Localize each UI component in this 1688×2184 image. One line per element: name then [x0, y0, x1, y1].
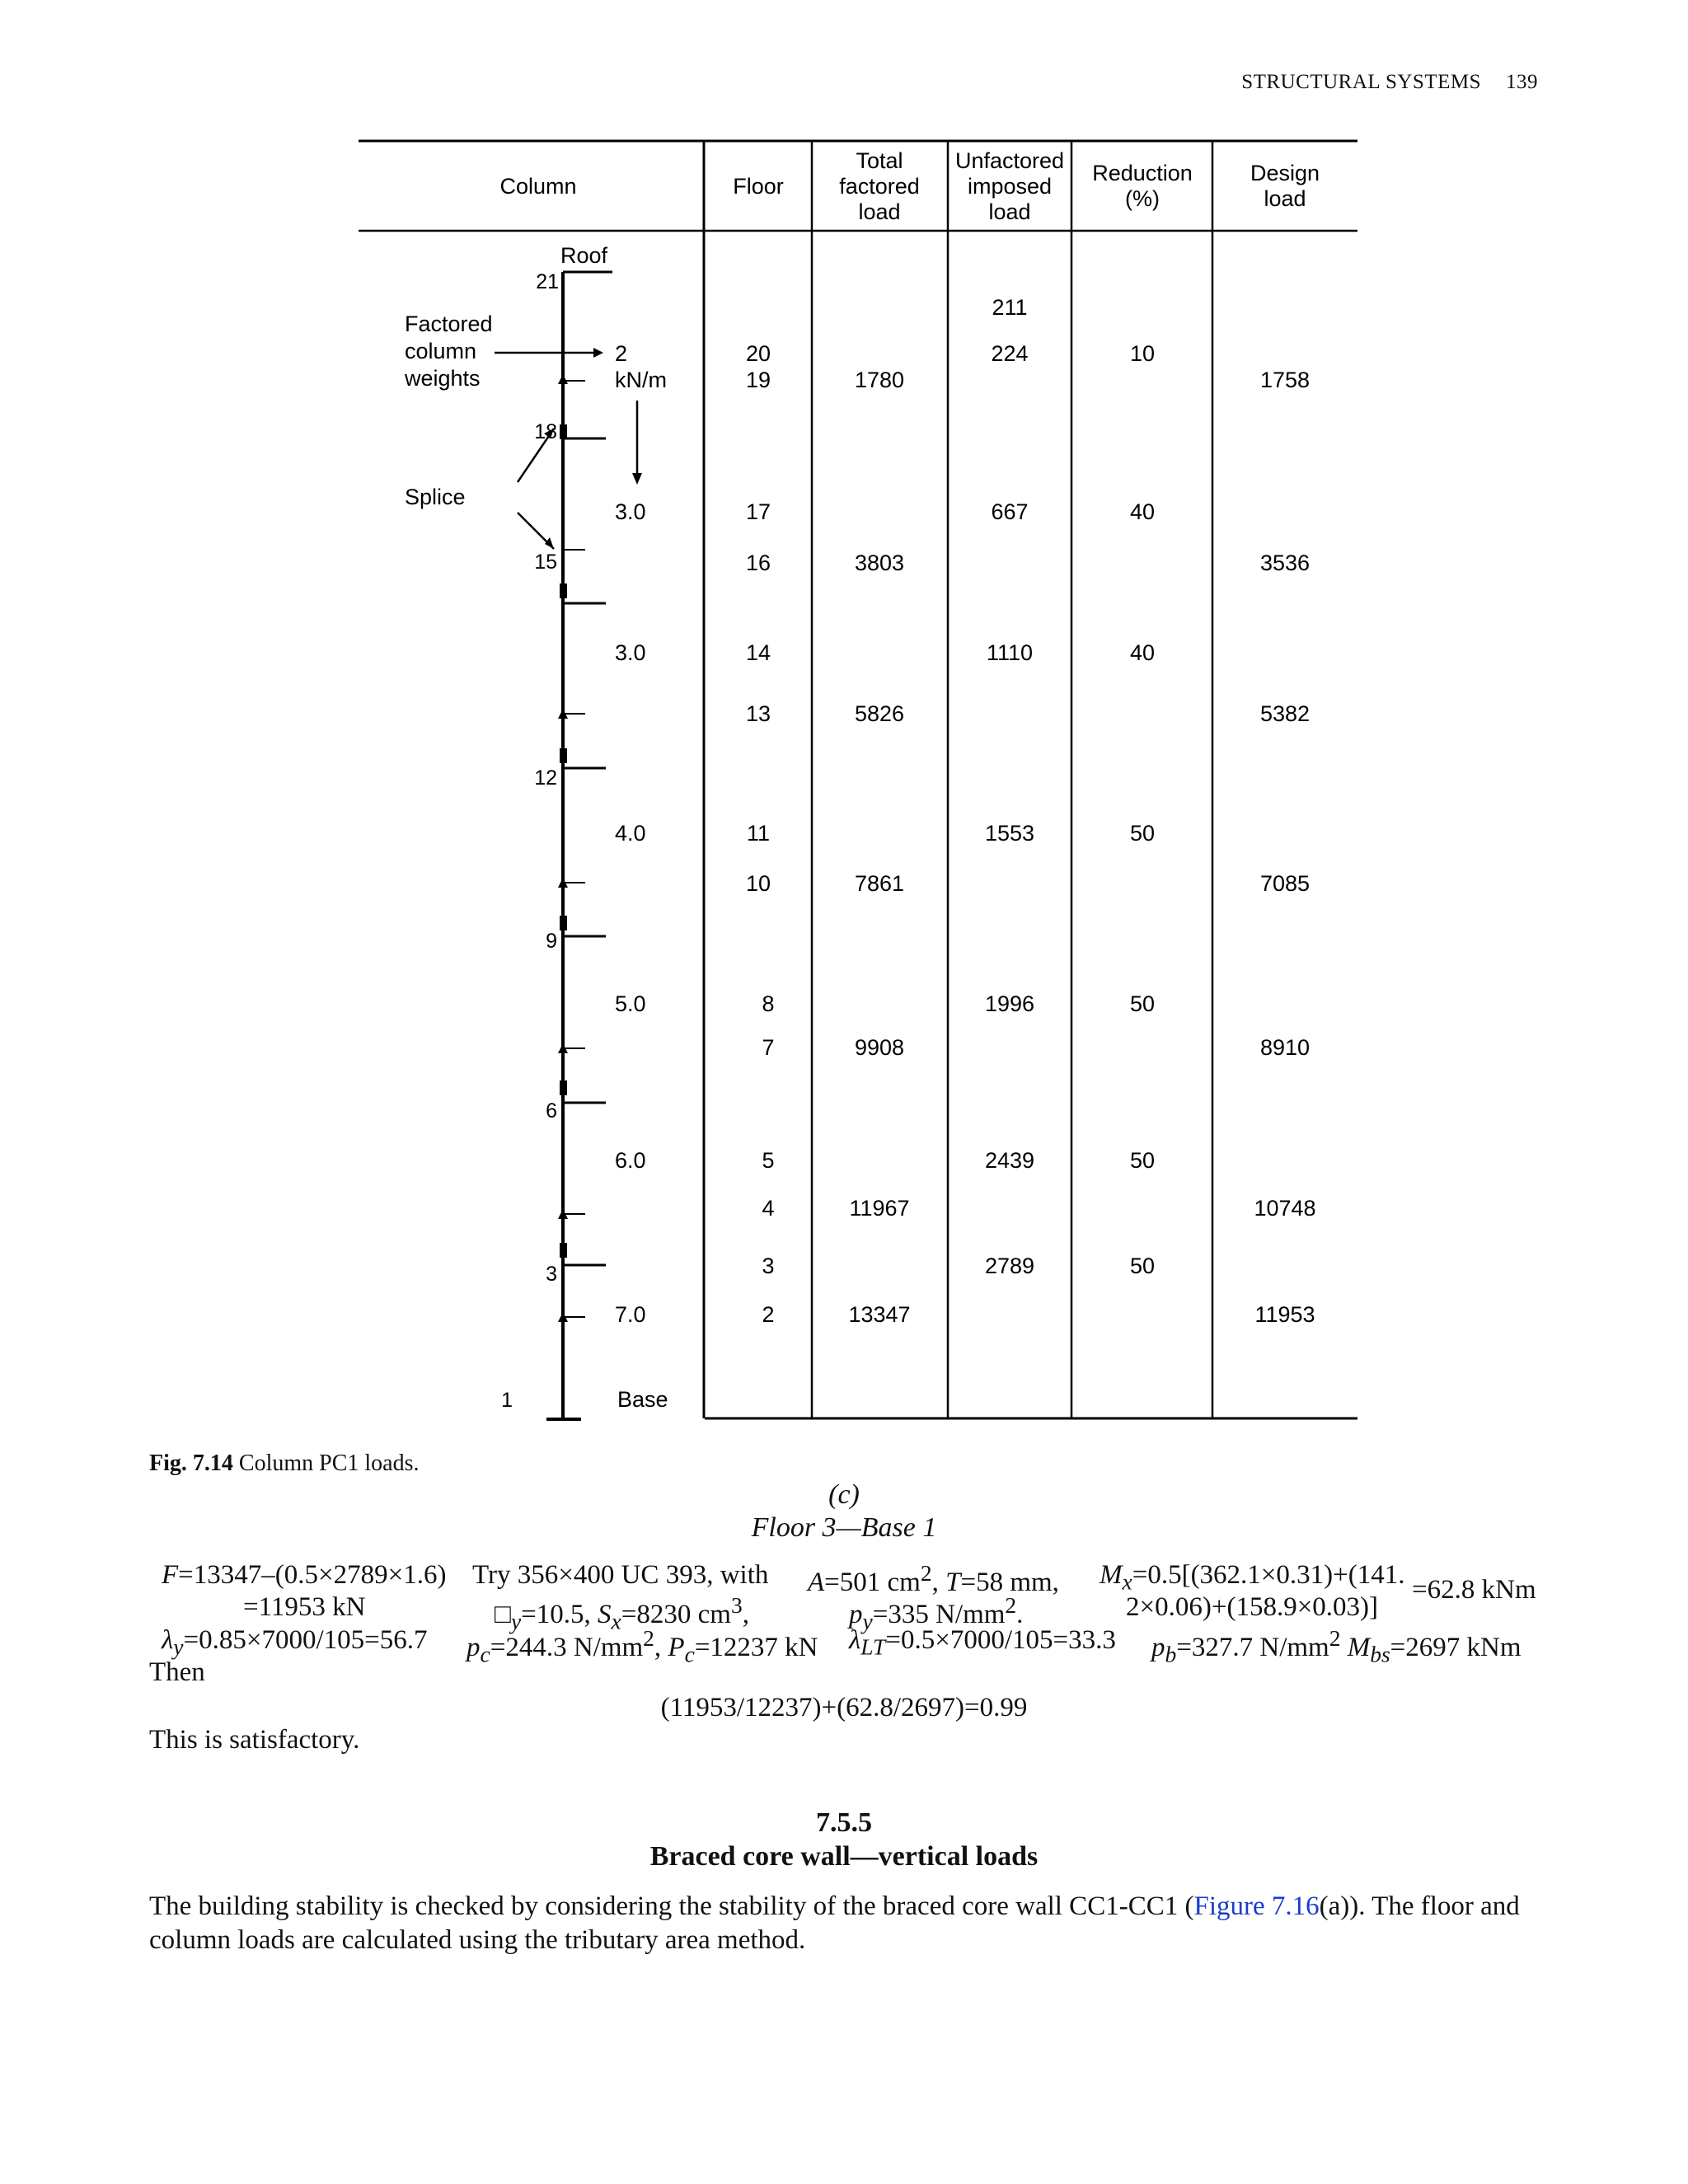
table-row	[762, 1196, 1315, 1221]
arrow-unit: kN/m	[615, 368, 667, 392]
header-reduction-1: Reduction	[1092, 161, 1193, 185]
base-label: Base	[617, 1387, 668, 1412]
table-row	[762, 1254, 1155, 1278]
cell-unfactored: 2789	[984, 1254, 1035, 1278]
splice-label: Splice	[405, 485, 466, 509]
cell-reduction: 40	[1129, 640, 1156, 665]
cell-floor: 11	[746, 821, 771, 846]
factored-label-1: Factored	[405, 312, 493, 336]
splice-block	[560, 916, 567, 930]
subfigure-title: Floor 3—Base 1	[751, 1512, 937, 1543]
header-floor: Floor	[733, 174, 784, 199]
load-arrowhead-small	[558, 374, 568, 384]
cell-design: 5382	[1259, 701, 1311, 726]
cell-floor: 8	[762, 991, 775, 1016]
calc-mx-line1: $M_x=0.5[(362.1\times 0.31)+(141$.	[1100, 1560, 1405, 1595]
running-title: STRUCTURAL SYSTEMS	[1241, 71, 1481, 93]
cell-unfactored: 211	[992, 295, 1028, 320]
cell-reduction: 40	[1129, 499, 1156, 524]
table-row	[746, 499, 1155, 524]
calc-pb-line: $p_b=327.7$ $N/mm^2$ $M_{bs}=2697$ kNm	[1151, 1625, 1522, 1667]
table-row	[762, 1302, 1315, 1327]
cell-floor: 17	[745, 499, 771, 524]
weight-label: 5.0	[615, 991, 646, 1016]
cell-reduction: 50	[1129, 1254, 1156, 1278]
cell-unfactored: 2439	[984, 1148, 1035, 1173]
calc-try-line2: $□_y=10.5$, $S_x=8230$ $cm^3$,	[495, 1592, 749, 1634]
cell-total: 5826	[854, 701, 905, 726]
calc-lt-line: $\lambda_{LT}=0.5\times 7000/105=33.3$	[849, 1625, 1116, 1660]
figure-caption	[149, 1451, 419, 1477]
factored-label-3: weights	[405, 366, 481, 391]
splice-arrowhead-lower	[545, 537, 554, 549]
level-mark: 1	[501, 1389, 513, 1412]
subfigure-label: (c)	[828, 1479, 860, 1510]
cell-design: 7085	[1259, 871, 1311, 896]
calc-f-line1: F=13347–(0.5×2789×1.6)	[162, 1560, 447, 1590]
header-column: Column	[499, 174, 577, 199]
cell-design: 1758	[1259, 368, 1311, 392]
cell-design: 3536	[1259, 551, 1311, 575]
table-row	[746, 701, 1310, 726]
calc-try-line1: Try 356×400 UC 393, with	[472, 1560, 769, 1590]
cell-unfactored: 1553	[984, 821, 1035, 846]
level-mark: 12	[534, 766, 557, 790]
splice-block	[560, 1080, 567, 1095]
cell-total: 7861	[854, 871, 905, 896]
cell-design: 11953	[1254, 1302, 1315, 1327]
calc-f-line2: =11953 kN	[243, 1592, 366, 1622]
table-row	[746, 640, 1155, 665]
level-mark: 9	[546, 930, 557, 953]
header-total-2: factored	[839, 174, 920, 199]
table-row	[746, 341, 1155, 366]
cell-floor: 20	[745, 341, 771, 366]
roof-label: Roof	[560, 243, 608, 268]
header-unfactored-3: load	[988, 199, 1031, 224]
weight-label: 7.0	[615, 1302, 646, 1327]
weight-label: 3.0	[615, 499, 646, 524]
header-design-2: load	[1264, 186, 1306, 211]
weight-label: 3.0	[615, 640, 646, 665]
section-number: 7.5.5	[816, 1807, 872, 1838]
cell-floor: 4	[762, 1196, 775, 1221]
header-total-3: load	[858, 199, 901, 224]
table-row	[762, 1148, 1155, 1173]
splice-block	[560, 1243, 567, 1258]
level-mark: 3	[546, 1263, 557, 1286]
cell-design: 8910	[1259, 1035, 1311, 1060]
header-unfactored-1: Unfactored	[954, 148, 1065, 173]
header-total-1: Total	[856, 148, 903, 173]
cell-floor: 10	[745, 871, 771, 896]
calc-interaction-equation: (11953/12237)+(62.8/2697)=0.99	[660, 1693, 1028, 1722]
calc-lambda-line: $\lambda_y=0.85\times 7000/105=56.7$	[162, 1625, 428, 1660]
table-row	[762, 1035, 1310, 1060]
level-mark: 18	[534, 420, 557, 443]
caption-text: Column PC1 loads.	[232, 1451, 420, 1476]
splice-block	[560, 583, 567, 598]
calc-conclusion: This is satisfactory.	[149, 1725, 360, 1755]
cell-unfactored: 1996	[984, 991, 1035, 1016]
table-row	[762, 991, 1155, 1016]
cell-floor: 13	[745, 701, 771, 726]
calc-py-line: $p_y=335$ $N/mm^2$.	[849, 1592, 1024, 1634]
table-row	[746, 871, 1310, 896]
header-unfactored-2: imposed	[967, 174, 1053, 199]
calc-pc-line: $p_c=244.3$ $N/mm^2$, $P_c=12237$ kN	[467, 1625, 818, 1667]
weight-label: 6.0	[615, 1148, 646, 1173]
cell-floor: 14	[745, 640, 771, 665]
splice-block	[560, 424, 567, 439]
level-mark: 15	[534, 551, 557, 574]
factored-label-2: column	[405, 339, 477, 363]
calc-then: Then	[149, 1657, 205, 1687]
page-number: 139	[1506, 71, 1538, 93]
cell-total: 3803	[854, 551, 905, 575]
cell-total: 9908	[854, 1035, 905, 1060]
cell-unfactored: 1110	[986, 640, 1034, 665]
calc-mx-result: =62.8 kNm	[1412, 1575, 1536, 1605]
cell-total: 11967	[849, 1196, 910, 1221]
calc-mx-line2: 2×0.06)+(158.9×0.03)]	[1126, 1592, 1379, 1622]
header-design-1: Design	[1250, 161, 1320, 185]
splice-block	[560, 748, 567, 763]
level-mark: 6	[546, 1099, 557, 1122]
arrow-value: 2	[615, 341, 628, 366]
cell-reduction: 10	[1129, 341, 1156, 366]
cell-floor: 3	[762, 1254, 775, 1278]
table-row	[746, 551, 1310, 575]
factored-arrowhead	[593, 348, 603, 358]
table-row	[992, 295, 1027, 320]
cell-reduction: 50	[1129, 1148, 1156, 1173]
table-row	[747, 821, 1155, 846]
caption-label: Fig. 7.14	[149, 1451, 233, 1476]
load-arrowhead	[632, 473, 642, 485]
cell-floor: 19	[745, 368, 771, 392]
header-reduction-2: (%)	[1125, 186, 1160, 211]
cell-reduction: 50	[1129, 821, 1156, 846]
cell-floor: 2	[762, 1302, 775, 1327]
cell-total: 1780	[854, 368, 905, 392]
level-mark: 21	[536, 270, 559, 293]
cell-floor: 7	[762, 1035, 775, 1060]
section-title: Braced core wall—vertical loads	[649, 1841, 1039, 1872]
cell-floor: 5	[762, 1148, 775, 1173]
body-paragraph: The building stability is checked by considering the stability of the braced core wall CC1-CC1 (Figure 7.16(a)). The floor and column loads are calculated using the tributary area method.	[149, 1891, 1520, 1955]
cell-total: 13347	[848, 1302, 911, 1327]
weight-label: 4.0	[615, 821, 646, 846]
cell-unfactored: 667	[991, 499, 1029, 524]
cell-unfactored: 224	[991, 341, 1029, 366]
cell-reduction: 50	[1129, 991, 1156, 1016]
table-row	[746, 368, 1310, 392]
cell-design: 10748	[1254, 1196, 1316, 1221]
calc-area-line: A=501 $cm^2$, T=58 mm,	[808, 1560, 1059, 1597]
figure-link[interactable]: Figure 7.16	[1193, 1891, 1320, 1921]
cell-floor: 16	[745, 551, 771, 575]
